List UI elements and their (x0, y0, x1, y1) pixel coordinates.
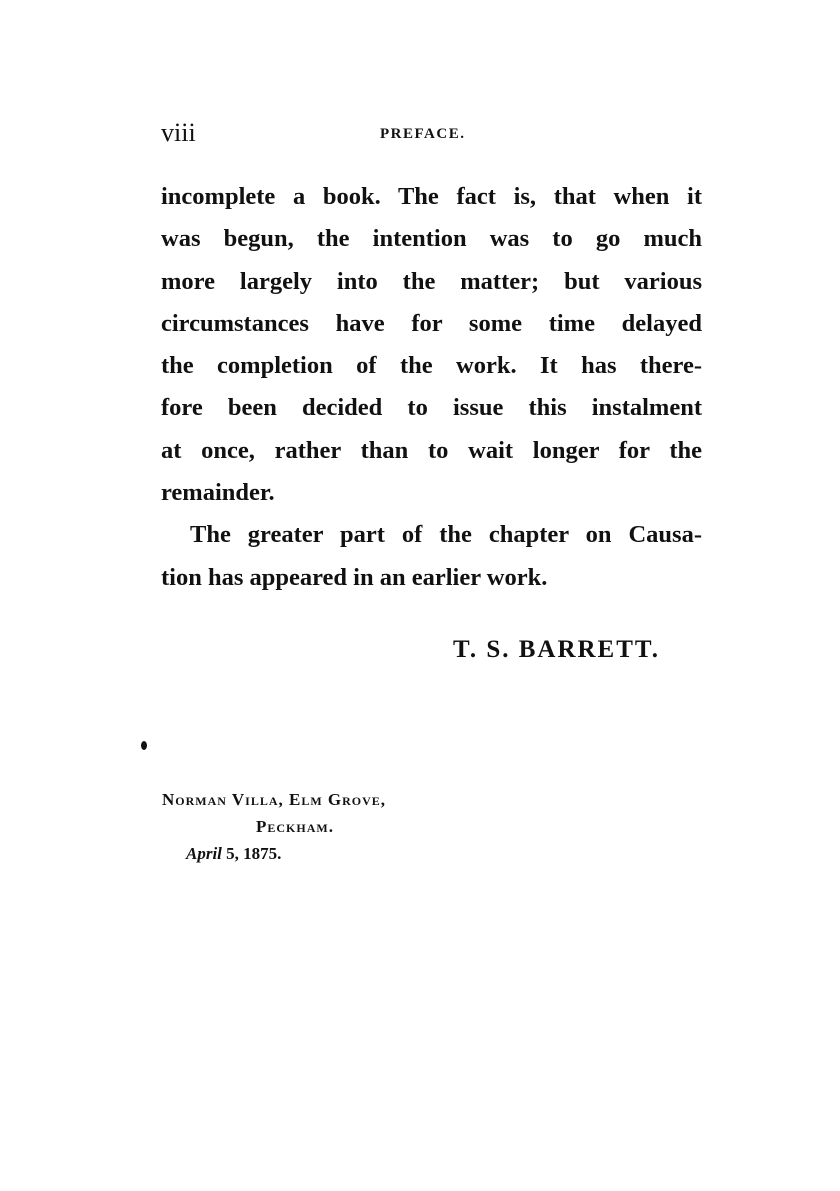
page-header (161, 118, 701, 148)
body-line: was begun, the intention was to go much (161, 225, 702, 253)
body-line: remainder. (161, 479, 275, 507)
running-title: PREFACE. (380, 126, 466, 142)
body-line: The greater part of the chapter on Causa- (190, 521, 702, 549)
body-line: at once, rather than to wait longer for the (161, 436, 702, 464)
preface-body (161, 176, 702, 599)
address-line: Norman Villa, Elm Grove, (162, 790, 387, 809)
body-line: more largely into the matter; but various (161, 267, 702, 295)
address-block (162, 786, 386, 867)
body-line: circumstances have for some time delayed (161, 309, 702, 337)
ink-speck (141, 741, 147, 750)
body-line: tion has appeared in an earlier work. (161, 563, 548, 591)
date-month: April (186, 844, 222, 863)
page-number: viii (161, 118, 196, 147)
author-signature: T. S. BARRETT. (453, 636, 660, 663)
date-value: 5, 1875. (221, 844, 282, 863)
body-line: fore been decided to issue this instalment (161, 394, 702, 422)
body-line: the completion of the work. It has there- (161, 352, 702, 380)
date-line (162, 840, 386, 867)
address-line: Peckham. (256, 817, 334, 836)
body-line: incomplete a book. The fact is, that when it (161, 183, 702, 210)
